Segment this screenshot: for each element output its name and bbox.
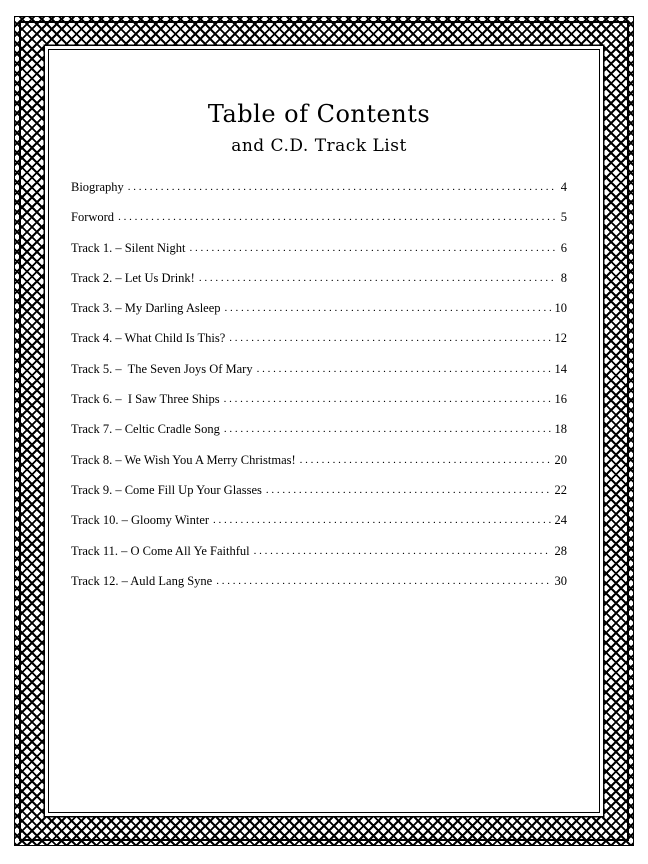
toc-entry-page: 14 xyxy=(554,361,567,376)
toc-entry-track-6[interactable] xyxy=(71,392,567,422)
toc-entry-label: Track 8. – We Wish You A Merry Christmas! xyxy=(71,452,296,467)
toc-entry-page: 16 xyxy=(554,392,567,407)
dot-leader xyxy=(199,272,557,284)
toc-entry-label: Track 9. – Come Fill Up Your Glasses xyxy=(71,482,262,497)
toc-entry-label: Track 4. – What Child Is This? xyxy=(71,331,226,346)
toc-entry-page: 18 xyxy=(554,422,567,437)
dot-leader xyxy=(254,545,551,557)
dot-leader xyxy=(266,484,551,496)
page-subtitle: and C.D. Track List xyxy=(231,136,407,156)
dot-leader xyxy=(213,514,550,526)
toc-entry-page: 10 xyxy=(554,301,567,316)
toc-entry-label: Track 7. – Celtic Cradle Song xyxy=(71,422,220,437)
toc-content xyxy=(71,100,567,604)
dot-leader xyxy=(128,181,557,193)
toc-entry-page: 4 xyxy=(560,180,567,194)
toc-entry-track-11[interactable] xyxy=(71,544,567,574)
toc-entry-page: 28 xyxy=(554,543,567,558)
toc-entry-forword[interactable] xyxy=(71,210,567,240)
toc-entry-label: Track 10. – Gloomy Winter xyxy=(71,513,210,528)
toc-entry-page: 24 xyxy=(554,513,567,528)
dot-leader xyxy=(225,302,551,314)
toc-entry-track-3[interactable] xyxy=(71,301,567,331)
toc-entry-track-1[interactable] xyxy=(71,241,567,271)
toc-entry-page: 30 xyxy=(554,573,567,588)
toc-entry-track-12[interactable] xyxy=(71,574,567,604)
toc-entry-label: Track 11. – O Come All Ye Faithful xyxy=(71,543,250,558)
toc-entry-label: Biography xyxy=(71,180,124,194)
toc-entry-label: Track 3. – My Darling Asleep xyxy=(71,301,221,316)
toc-entry-track-4[interactable] xyxy=(71,331,567,361)
dot-leader xyxy=(189,242,556,254)
toc-entry-track-2[interactable] xyxy=(71,271,567,301)
toc-entry-biography[interactable] xyxy=(71,180,567,210)
toc-entry-track-5[interactable] xyxy=(71,362,567,392)
toc-entry-label: Track 6. – I Saw Three Ships xyxy=(71,392,220,407)
dot-leader xyxy=(300,454,551,466)
toc-entry-label: Track 5. – The Seven Joys Of Mary xyxy=(71,361,253,376)
toc-entry-label: Track 2. – Let Us Drink! xyxy=(71,270,195,285)
toc-entry-track-9[interactable] xyxy=(71,483,567,513)
toc-entry-track-7[interactable] xyxy=(71,422,567,452)
toc-entry-label: Track 12. – Auld Lang Syne xyxy=(71,573,213,588)
toc-entry-label: Forword xyxy=(71,210,115,225)
dot-leader xyxy=(216,575,550,587)
toc-entry-track-10[interactable] xyxy=(71,513,567,543)
dot-leader xyxy=(224,393,551,405)
toc-entry-label: Track 1. – Silent Night xyxy=(71,240,186,255)
dot-leader xyxy=(257,363,551,375)
toc-list xyxy=(71,180,567,604)
toc-entry-track-8[interactable] xyxy=(71,453,567,483)
toc-entry-page: 12 xyxy=(554,331,567,346)
toc-entry-page: 8 xyxy=(560,270,567,285)
page-title: Table of Contents xyxy=(207,100,431,128)
dot-leader xyxy=(224,423,551,435)
toc-entry-page: 22 xyxy=(554,482,567,497)
dot-leader xyxy=(229,332,550,344)
toc-entry-page: 20 xyxy=(554,452,567,467)
toc-entry-page: 5 xyxy=(560,210,567,225)
toc-entry-page: 6 xyxy=(560,240,567,255)
dot-leader xyxy=(118,211,557,223)
